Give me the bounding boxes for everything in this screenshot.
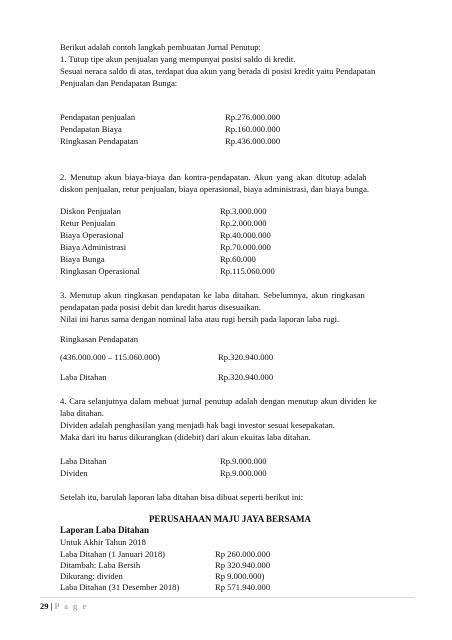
step4-line4: Maka dari itu harus dikurangkan (didebit) dari akun ekuitas laba ditahan. — [60, 432, 311, 442]
report-title: Laporan Laba Ditahan — [60, 525, 150, 535]
row-amount: Rp.2.000.000 — [220, 218, 267, 228]
row-label: Ringkasan Pendapatan — [60, 136, 139, 146]
step1-desc-line1: Sesuai neraca saldo di atas, terdapat dua akun yang berada di posisi kredit yaitu Pendapatan — [60, 66, 376, 76]
intro-text: Berikut adalah contoh langkah pembuatan Jurnal Penutup: — [60, 42, 261, 52]
report-company: PERUSAHAAN MAJU JAYA BERSAMA — [148, 514, 312, 524]
row-label: Ditambah: Laba Bersih — [60, 560, 141, 570]
row-label: Pendapatan Biaya — [60, 124, 122, 134]
step2-row — [60, 230, 390, 242]
calc-label: (436.000.000 – 115.060.000) — [60, 352, 160, 362]
row-label: Ringkasan Operasional — [60, 266, 140, 276]
step2-row — [60, 242, 390, 254]
row-label: Biaya Bunga — [60, 254, 105, 264]
step2-row — [60, 266, 390, 278]
report-row — [60, 582, 390, 594]
row-amount: Rp 320.940.000 — [215, 560, 271, 570]
closing-text: Setelah itu, barulah laporan laba ditahan bisa dibuat seperti berikut ini: — [60, 492, 304, 502]
report-period: Untuk Akhir Tahun 2018 — [60, 537, 146, 547]
row-amount: Rp.60.000 — [220, 254, 256, 264]
step1-row — [60, 124, 390, 136]
laba-row — [60, 372, 390, 384]
row-label: Laba Ditahan (1 Januari 2018) — [60, 549, 165, 559]
page-number: 29 — [40, 601, 49, 611]
row-amount: Rp.276.000.000 — [225, 112, 281, 122]
step4-line3: Dividen adalah penghasilan yang menjadi hak bagi investor sesuai kesepakatan. — [60, 420, 335, 430]
row-label: Biaya Operasional — [60, 230, 124, 240]
ringkasan-label: Ringkasan Pendapatan — [60, 334, 139, 344]
page-word: P a g e — [54, 601, 88, 611]
step2-row — [60, 206, 390, 218]
step2-row — [60, 254, 390, 266]
step4-line2: laba ditahan. — [60, 408, 104, 418]
row-label: Retur Penjualan — [60, 218, 116, 228]
row-label: Dikurang: dividen — [60, 571, 123, 581]
step3-line1: 3. Menutup akun ringkasan pendapatan ke laba ditahan. Sebelumnya, akun ringkasan — [60, 290, 365, 300]
step4-row — [60, 456, 390, 468]
calc-amount: Rp.320.940.000 — [218, 352, 274, 362]
row-amount: Rp.3.000.000 — [220, 206, 267, 216]
step2-line2: diskon penjualan, retur penjualan, biaya operasional, biaya administrasi, dan biaya bunga. — [60, 184, 370, 194]
row-label: Dividen — [60, 468, 88, 478]
step2-row — [60, 218, 390, 230]
page-footer — [40, 601, 88, 611]
row-label: Biaya Administrasi — [60, 242, 127, 252]
row-amount: Rp.9.000.000 — [220, 468, 267, 478]
row-label: Diskon Penjualan — [60, 206, 121, 216]
row-amount: Rp 260.000.000 — [215, 549, 271, 559]
step3-line3: Nilai ini harus sama dengan nominal laba atau rugi bersih pada laporan laba rugi. — [60, 314, 340, 324]
step1-title: 1. Tutup tipe akun penjualan yang mempunyai posisi saldo di kredit. — [60, 54, 296, 64]
calc-row — [60, 352, 390, 364]
row-amount: Rp.115.060.000 — [220, 266, 275, 276]
row-amount: Rp.160.000.000 — [225, 124, 281, 134]
row-label: Laba Ditahan (31 Desember 2018) — [60, 582, 180, 592]
row-amount: Rp 571.940.000 — [215, 582, 271, 592]
row-label: Laba Ditahan — [60, 456, 107, 466]
step3-line2: pendapatan pada posisi debit dan kredit harus disesuaikan. — [60, 302, 261, 312]
row-amount: Rp.436.000.000 — [225, 136, 281, 146]
step4-row — [60, 468, 390, 480]
laba-label: Laba Ditahan — [60, 372, 107, 382]
step1-row — [60, 136, 390, 148]
footer-separator: | — [50, 601, 53, 611]
laba-amount: Rp.320.940.000 — [218, 372, 274, 382]
row-amount: Rp 9.000.000) — [215, 571, 265, 581]
footer-divider — [40, 597, 415, 598]
step1-desc-line2: Penjualan dan Pendapatan Bunga: — [60, 78, 178, 88]
step2-line1: 2. Menutup akun biaya-biaya dan kontra-pendapatan. Akun yang akan ditutup adalah — [60, 172, 367, 182]
step1-row — [60, 112, 390, 124]
step4-line1: 4. Cara selanjutnya dalam mebuat jurnal penutup adalah dengan menutup akun dividen ke — [60, 396, 377, 406]
row-amount: Rp.40.000.000 — [220, 230, 271, 240]
row-amount: Rp.9.000.000 — [220, 456, 267, 466]
row-amount: Rp.70.000.000 — [220, 242, 271, 252]
row-label: Pendapatan penjualan — [60, 112, 136, 122]
